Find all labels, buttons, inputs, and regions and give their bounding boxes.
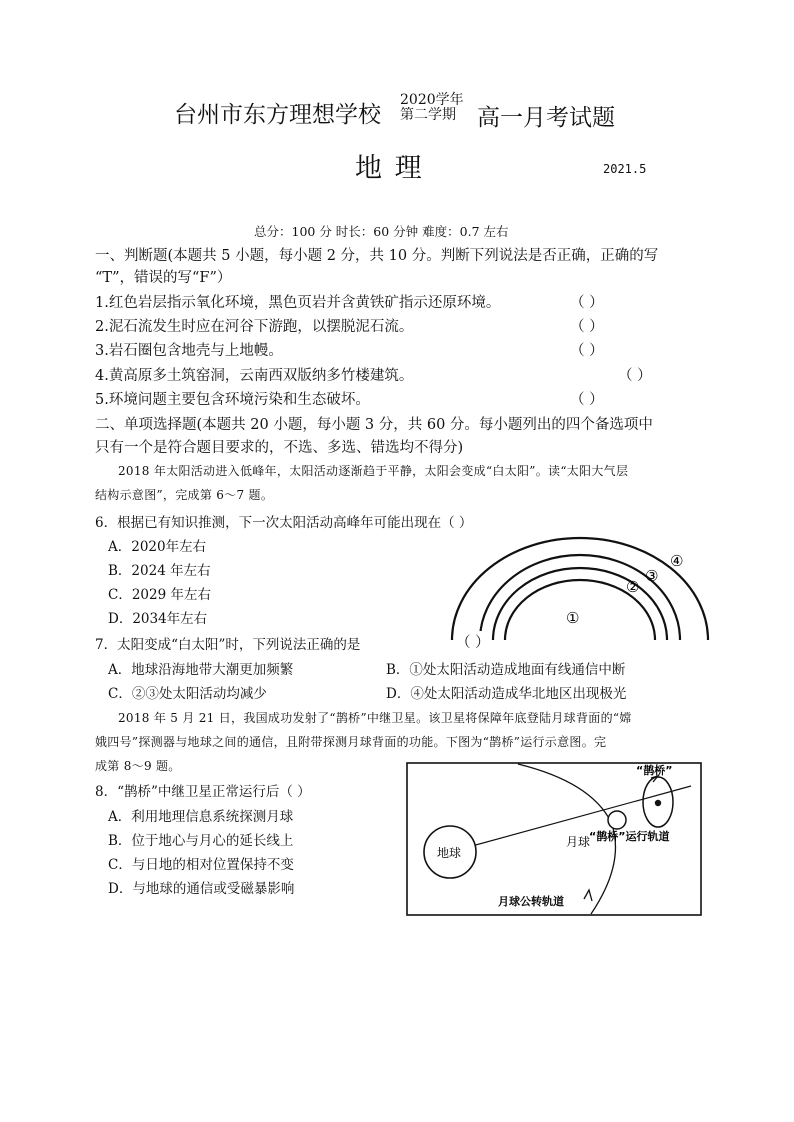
answer-paren-3: （ ） (570, 343, 604, 359)
q6-option-d: D．2034年左右 (108, 611, 208, 627)
sun-label-2: ② (626, 578, 640, 596)
part1-heading-cont: “T”，错误的写“F”） (95, 270, 232, 286)
earth-label: 地球 (437, 846, 462, 860)
question-7-stem: 7．太阳变成“白太阳”时，下列说法正确的是 (95, 637, 361, 653)
q7-option-b: B．①处太阳活动造成地面有线通信中断 (386, 662, 626, 678)
passage-sun-line1: 2018 年太阳活动进入低峰年，太阳活动逐渐趋于平静，太阳会变成“白太阳”。读“太阳大气层 (118, 464, 629, 478)
school-year: 2020学年 (400, 92, 464, 108)
answer-paren-4: （ ） (618, 368, 652, 384)
school-name: 台州市东方理想学校 (174, 102, 381, 128)
answer-paren-1: （ ） (570, 295, 604, 311)
passage-queqiao-line1: 2018 年 5 月 21 日，我国成功发射了“鹊桥”中继卫星。该卫星将保障年底登陆月球背面的“嫦 (118, 711, 632, 725)
q7-option-d: D．④处太阳活动造成华北地区出现极光 (386, 686, 627, 702)
sun-label-4: ④ (670, 552, 684, 570)
exam-info: 总分：100 分 时长：60 分钟 难度：0.7 左右 (254, 224, 509, 239)
moon-label: 月球 (566, 835, 591, 849)
judge-item-5: 5.环境问题主要包含环境污染和生态破坏。 (95, 392, 370, 408)
passage-queqiao-line3: 成第 8～9 题。 (95, 759, 181, 773)
q8-option-a: A．利用地理信息系统探测月球 (108, 809, 294, 825)
moon-orbit-label: 月球公转轨道 (498, 895, 564, 908)
answer-paren-5: （ ） (570, 392, 604, 408)
moon-circle (608, 811, 626, 829)
q6-option-b: B．2024 年左右 (108, 563, 211, 579)
sun-atmosphere-diagram (440, 520, 720, 648)
queqiao-orbit-label: “鹊桥”运行轨道 (589, 830, 670, 843)
semester: 第二学期 (400, 107, 456, 123)
part2-heading: 二、单项选择题(本题共 20 小题，每小题 3 分，共 60 分。每小题列出的四个备选项中 (95, 417, 653, 433)
queqiao-orbit-diagram (406, 762, 702, 916)
question-6-stem: 6．根据已有知识推测，下一次太阳活动高峰年可能出现在（ ） (95, 515, 473, 531)
q8-option-d: D．与地球的通信或受磁暴影响 (108, 881, 295, 897)
q6-option-a: A．2020年左右 (108, 539, 207, 555)
subject-title: 地 理 (355, 153, 424, 184)
sun-label-1: ① (566, 609, 580, 627)
sun-label-3: ③ (645, 567, 659, 585)
q7-answer-paren: （ ） (456, 631, 490, 652)
judge-item-2: 2.泥石流发生时应在河谷下游跑，以摆脱泥石流。 (95, 319, 414, 335)
passage-queqiao-line2: 娥四号”探测器与地球之间的通信，且附带探测月球背面的功能。下图为“鹊桥”运行示意图。完 (95, 735, 607, 749)
judge-item-1: 1.红色岩层指示氧化环境，黑色页岩并含黄铁矿指示还原环境。 (95, 295, 501, 311)
part1-heading: 一、判断题(本题共 5 小题，每小题 2 分，共 10 分。判断下列说法是否正确，正确的写 (95, 248, 659, 264)
exam-title: 高一月考试题 (477, 105, 615, 131)
q6-option-c: C．2029 年左右 (108, 587, 211, 603)
question-8-stem: 8．“鹊桥”中继卫星正常运行后（ ） (95, 784, 311, 800)
q7-option-c: C．②③处太阳活动均减少 (108, 686, 267, 702)
answer-paren-2: （ ） (570, 319, 604, 335)
judge-item-4: 4.黄高原多土筑窑洞，云南西双版纳多竹楼建筑。 (95, 368, 414, 384)
queqiao-label: “鹊桥” (636, 764, 673, 777)
q8-option-b: B．位于地心与月心的延长线上 (108, 833, 294, 849)
exam-date: 2021.5 (603, 162, 647, 176)
q7-option-a: A．地球沿海地带大潮更加频繁 (108, 662, 294, 678)
passage-sun-line2: 结构示意图”，完成第 6～7 题。 (95, 488, 274, 502)
queqiao-satellite (655, 800, 661, 806)
part2-heading-cont: 只有一个是符合题目要求的，不选、多选、错选均不得分) (95, 440, 464, 456)
q8-option-c: C．与日地的相对位置保持不变 (108, 857, 294, 873)
judge-item-3: 3.岩石圈包含地壳与上地幔。 (95, 343, 283, 359)
